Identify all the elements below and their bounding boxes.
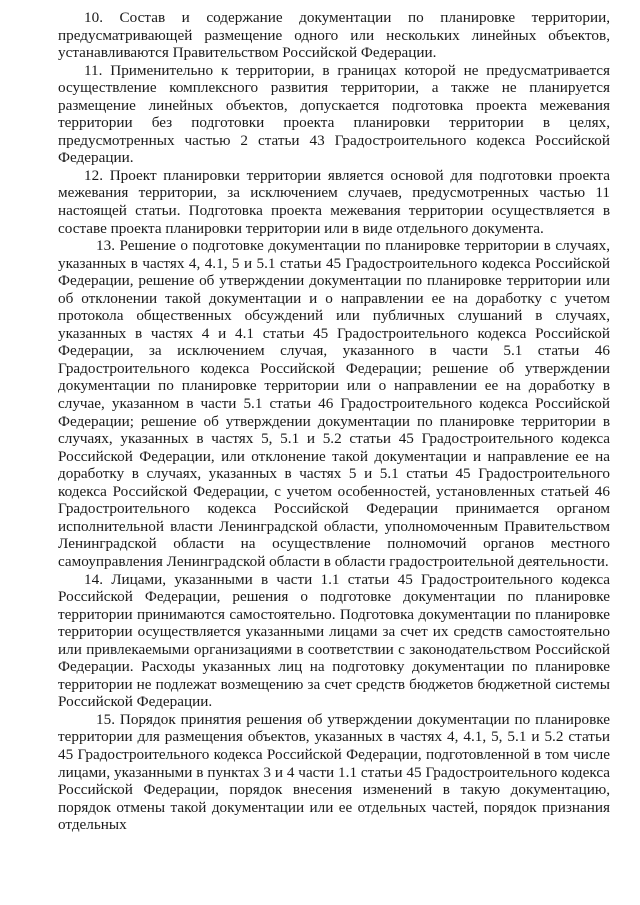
paragraph-15: 15. Порядок принятия решения об утверждении документации по планировке территории для размещения объектов, указанных в частях 4, 4.1, 5, 5.1 и 5.2 статьи 45 Градостроительного кодекса Российской Федерации, подготовленной в том числе лицами, указанными в пунктах 3 и 4 части 1.1 статьи 45 Градостроительного кодекса Российской Федерации, порядок внесения изменений в такую документацию, порядок отмены такой документации или ее отдельных частей, порядок признания отдельных — [58, 710, 610, 834]
paragraph-14: 14. Лицами, указанными в части 1.1 статьи 45 Градостроительного кодекса Российской Федерации, решения о подготовке документации по планировке территории принимаются самостоятельно. Подготовка документации по планировке территории осуществляется указанными лицами за счет их средств самостоятельно или привлекаемыми организациями в соответствии с законодательством Российской Федерации. Расходы указанных лиц на подготовку документации по планировке территории не подлежат возмещению за счет средств бюджетов бюджетной системы Российской Федерации. — [58, 570, 610, 711]
paragraph-11: 11. Применительно к территории, в границах которой не предусматривается осуществление комплексного развития территории, а также не планируется размещение линейных объектов, допускается подготовка проекта межевания территории без подготовки проекта планировки территории в целях, предусмотренных частью 2 статьи 43 Градостроительного кодекса Российской Федерации. — [58, 61, 610, 167]
paragraph-13: 13. Решение о подготовке документации по планировке территории в случаях, указанных в частях 4, 4.1, 5 и 5.1 статьи 45 Градостроительного кодекса Российской Федерации, решение об утверждении документации по планировке территории или об отклонении такой документации и о направлении ее на доработку с учетом протокола общественных обсуждений или публичных слушаний в случаях, указанных в частях 4 и 4.1 статьи 45 Градостроительного кодекса Российской Федерации, за исключением случая, указанного в части 5.1 статьи 46 Градостроительного кодекса Российской Федерации; решение об утверждении документации по планировке территории или о направлении ее на доработку в случае, указанном в части 5.1 статьи 46 Градостроительного кодекса Российской Федерации; решение об утверждении документации по планировке территории в случаях, указанных в частях 5, 5.1 и 5.2 статьи 45 Градостроительного кодекса Российской Федерации, или отклонение такой документации и направление ее на доработку в случаях, указанных в частях 5 и 5.1 статьи 45 Градостроительного кодекса Российской Федерации, с учетом особенностей, установленных статьей 46 Градостроительного кодекса Российской Федерации принимается органом исполнительной власти Ленинградской области, уполномоченным Правительством Ленинградской области на осуществление полномочий органов местного самоуправления Ленинградской области в области градостроительной деятельности. — [58, 237, 610, 570]
paragraph-12: 12. Проект планировки территории является основой для подготовки проекта межевания территории, за исключением случаев, предусмотренных частью 11 настоящей статьи. Подготовка проекта межевания территории осуществляется в составе проекта планировки территории или в виде отдельного документа. — [58, 166, 610, 237]
document-page — [58, 9, 610, 834]
paragraph-10: 10. Состав и содержание документации по планировке территории, предусматривающей размещение одного или нескольких линейных объектов, устанавливаются Правительством Российской Федерации. — [58, 9, 610, 62]
